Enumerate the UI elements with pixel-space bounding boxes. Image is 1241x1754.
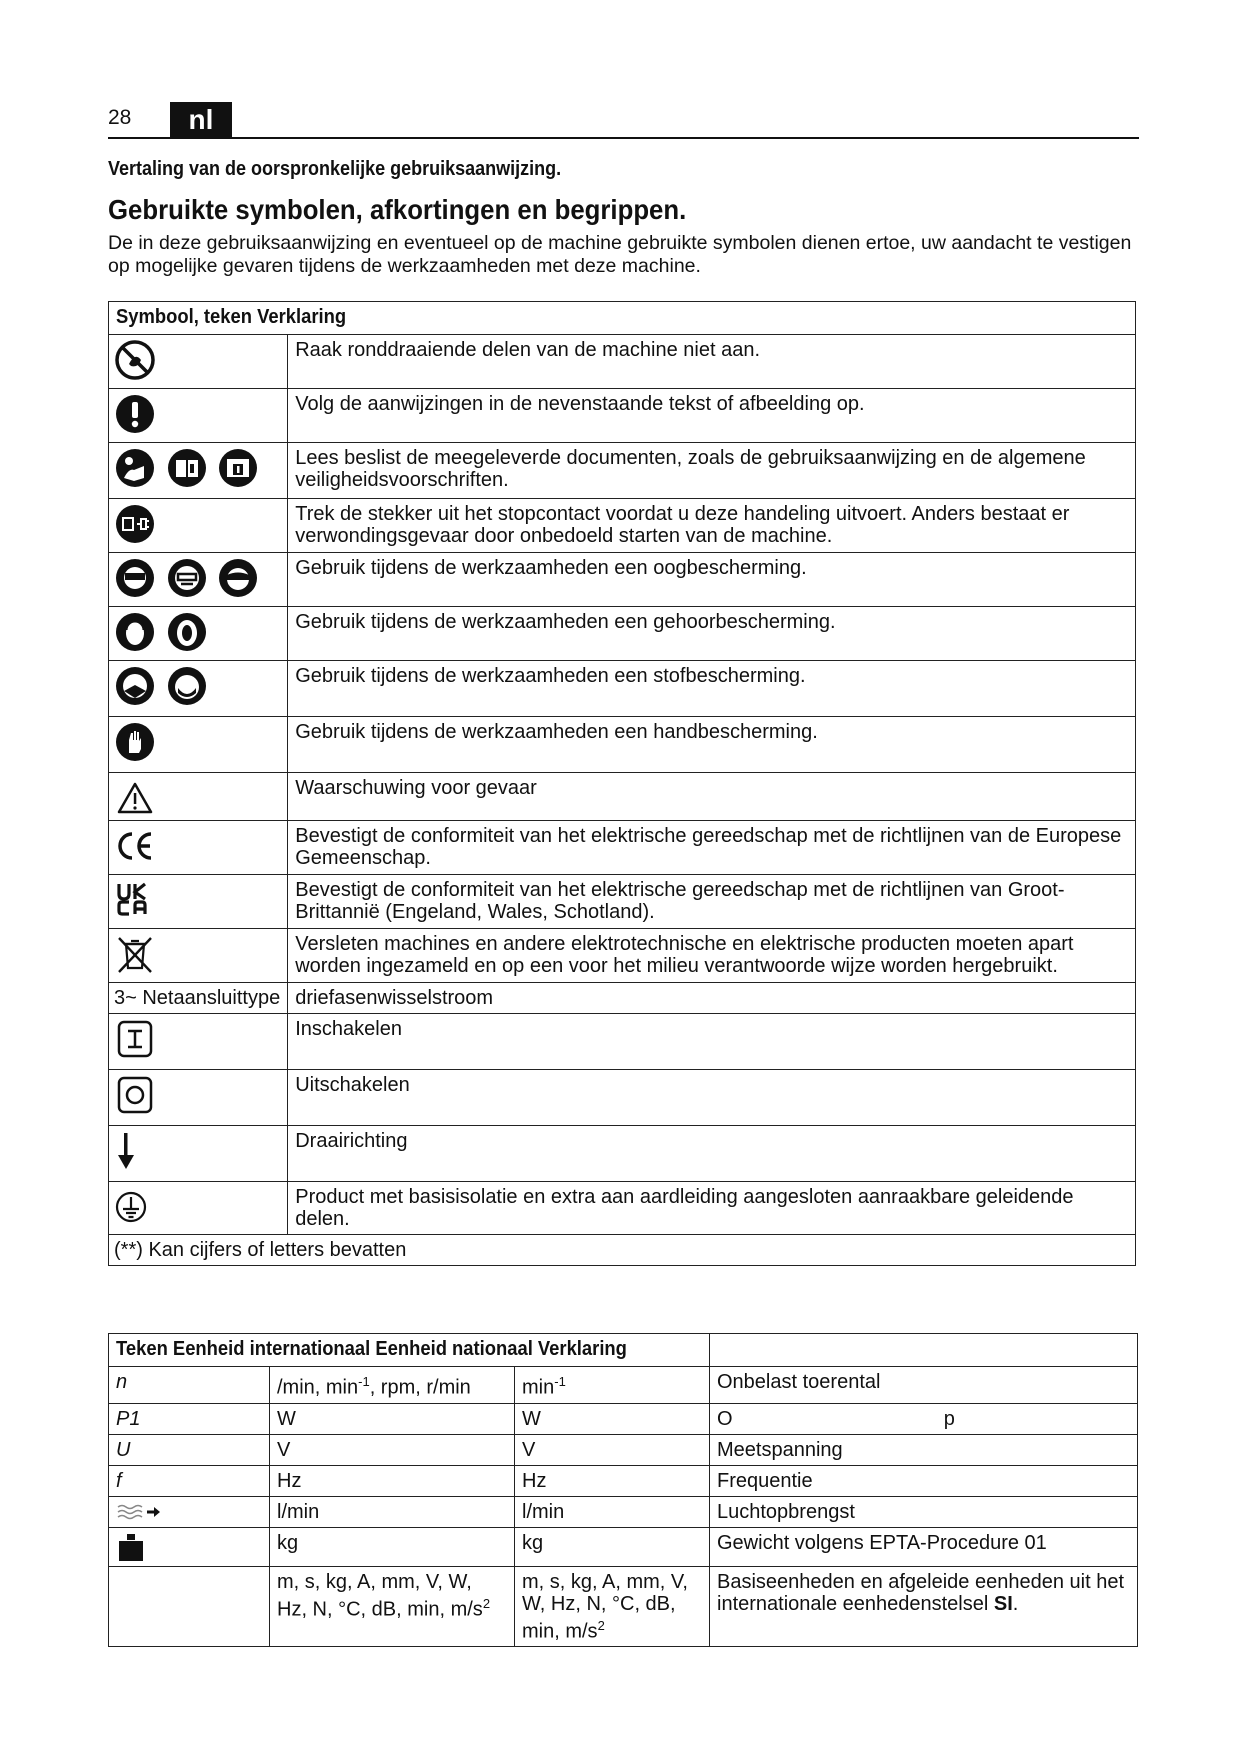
symbols-table [108,301,1136,1266]
table-row [109,1465,1138,1496]
table-row [109,1367,1138,1404]
table-cell: Hz [515,1465,710,1496]
table-cell: W [515,1403,710,1434]
table-row [109,1126,1136,1182]
table-cell: m, s, kg, A, mm, V, W, Hz, N, °C, dB, min, $m/s^2$ [515,1566,710,1647]
table-cell: Lees beslist de meegeleverde documenten, zoals de gebruiksaanwijzing en de algemene veiligheidsvoorschriften. [288,443,1136,499]
read-manual-book-icon [167,448,207,488]
read-manual-info-icon [218,448,258,488]
table-cell: O p [710,1403,1138,1434]
table-cell: f [109,1465,270,1496]
dust-mask-icon [115,666,155,706]
table-row [109,717,1136,773]
table-cell: Uitschakelen [288,1070,1136,1126]
table-row [109,983,1136,1014]
table-cell: m, s, kg, A, mm, V, W, Hz, N, °C, dB, min, $m/s^2$ [270,1566,515,1647]
table-cell: 3~ Netaansluittype [109,983,288,1014]
table-row [109,1070,1136,1126]
table-cell: Gebruik tijdens de werkzaamheden een oogbescherming. [288,553,1136,607]
table-row [109,335,1136,389]
table-row [109,1566,1138,1647]
symbols-table-header: Symbool, teken Verklaring [116,306,347,328]
exclamation-icon [115,394,155,434]
table-row [109,929,1136,983]
units-table [108,1333,1138,1647]
respirator-icon [167,666,207,706]
table-cell: l/min [270,1496,515,1527]
table-cell: Bevestigt de conformiteit van het elektrische gereedschap met de richtlijnen van de Europese Gemeenschap. [288,821,1136,875]
read-manual-person-icon [115,448,155,488]
table-cell: Gebruik tijdens de werkzaamheden een handbescherming. [288,717,1136,773]
table-cell [109,1566,270,1647]
crossed-bin-icon [115,934,155,974]
table-header-row [109,1334,1138,1367]
table-cell: Volg de aanwijzingen in de nevenstaande tekst of afbeelding op. [288,389,1136,443]
table-cell: Bevestigt de conformiteit van het elektrische gereedschap met de richtlijnen van Groot-Brittannië (Engeland, Wales, Schotland). [288,875,1136,929]
table-cell: $\min^{-1}$ [515,1367,710,1404]
no-touch-rotating-icon [115,340,155,380]
safety-goggles-icon [218,558,258,598]
ear-protection-icon [115,612,155,652]
table-row [109,1496,1138,1527]
table-cell: V [515,1434,710,1465]
table-cell: Inschakelen [288,1014,1136,1070]
warning-triangle-icon [115,778,155,818]
table-cell: l/min [515,1496,710,1527]
table-cell: U [109,1434,270,1465]
weight-icon [116,1532,146,1562]
units-table-header: Teken Eenheid internationaal Eenheid nationaal Verklaring [116,1338,627,1360]
table-row [109,1434,1138,1465]
language-badge: nl [170,102,232,138]
header-rule [108,137,1139,139]
ce-mark-icon [115,826,155,866]
table-row [109,443,1136,499]
table-footer-row [109,1235,1136,1266]
table-cell: Meetspanning [710,1434,1138,1465]
table-row [109,389,1136,443]
ear-muff-icon [167,612,207,652]
table-row [109,1527,1138,1566]
table-cell: Frequentie [710,1465,1138,1496]
table-cell: W [270,1403,515,1434]
table-cell: Gewicht volgens EPTA-Procedure 01 [710,1527,1138,1566]
table-cell: /min, $\min^{-1}$, rpm, r/min [270,1367,515,1404]
table-cell: Gebruik tijdens de werkzaamheden een gehoorbescherming. [288,607,1136,661]
glove-icon [115,722,155,762]
table-row [109,773,1136,821]
table-cell: n [109,1367,270,1404]
table-row [109,1014,1136,1070]
airflow-icon [116,1501,162,1521]
table-cell: Trek de stekker uit het stopcontact voordat u deze handeling uitvoert. Anders bestaat er verwondingsgevaar door onbedoeld starten van de machine. [288,499,1136,553]
table-cell: Product met basisisolatie en extra aan aardleiding aangesloten aanraakbare geleidende delen. [288,1182,1136,1235]
protective-earth-icon [115,1187,155,1227]
page-number: 28 [108,106,132,129]
table-cell: Raak ronddraaiende delen van de machine niet aan. [288,335,1136,389]
table-row [109,1403,1138,1434]
table-cell: kg [270,1527,515,1566]
table-row [109,1182,1136,1235]
safety-mask-icon [167,558,207,598]
table-cell: V [270,1434,515,1465]
rotation-direction-arrow-icon [115,1131,155,1171]
unplug-icon [115,504,155,544]
table-row [109,875,1136,929]
power-on-icon [115,1019,155,1059]
table-row [109,499,1136,553]
table-row [109,821,1136,875]
table-cell: driefasenwisselstroom [288,983,1136,1014]
intro-paragraph: De in deze gebruiksaanwijzing en eventueel op de machine gebruikte symbolen dienen ertoe, uw aandacht te vestigen op mogelijke gevaren tijdens de werkzaamheden met deze machine. [108,232,1132,277]
table-cell: Gebruik tijdens de werkzaamheden een stofbescherming. [288,661,1136,717]
table-row [109,607,1136,661]
table-cell: Luchtopbrengst [710,1496,1138,1527]
ukca-mark-icon [115,880,155,920]
table-cell: kg [515,1527,710,1566]
table-cell: Hz [270,1465,515,1496]
table-cell: P1 [109,1403,270,1434]
table-cell: Versleten machines en andere elektrotechnische en elektrische producten moeten apart worden ingezameld en op een voor het milieu verantwoorde wijze worden hergebruikt. [288,929,1136,983]
table-row [109,553,1136,607]
table-cell: Waarschuwing voor gevaar [288,773,1136,821]
table-header-row [109,302,1136,335]
power-off-icon [115,1075,155,1115]
table-footnote: (**) Kan cijfers of letters bevatten [109,1235,1136,1266]
table-cell: Basiseenheden en afgeleide eenheden uit het internationale eenhedenstelsel SI. [710,1566,1138,1647]
table-cell: Onbelast toerental [710,1367,1138,1404]
table-cell: Draairichting [288,1126,1136,1182]
document-subtitle: Vertaling van de oorspronkelijke gebruiksaanwijzing. [108,158,562,180]
face-shield-icon [115,558,155,598]
section-title: Gebruikte symbolen, afkortingen en begrippen. [108,194,687,225]
table-row [109,661,1136,717]
